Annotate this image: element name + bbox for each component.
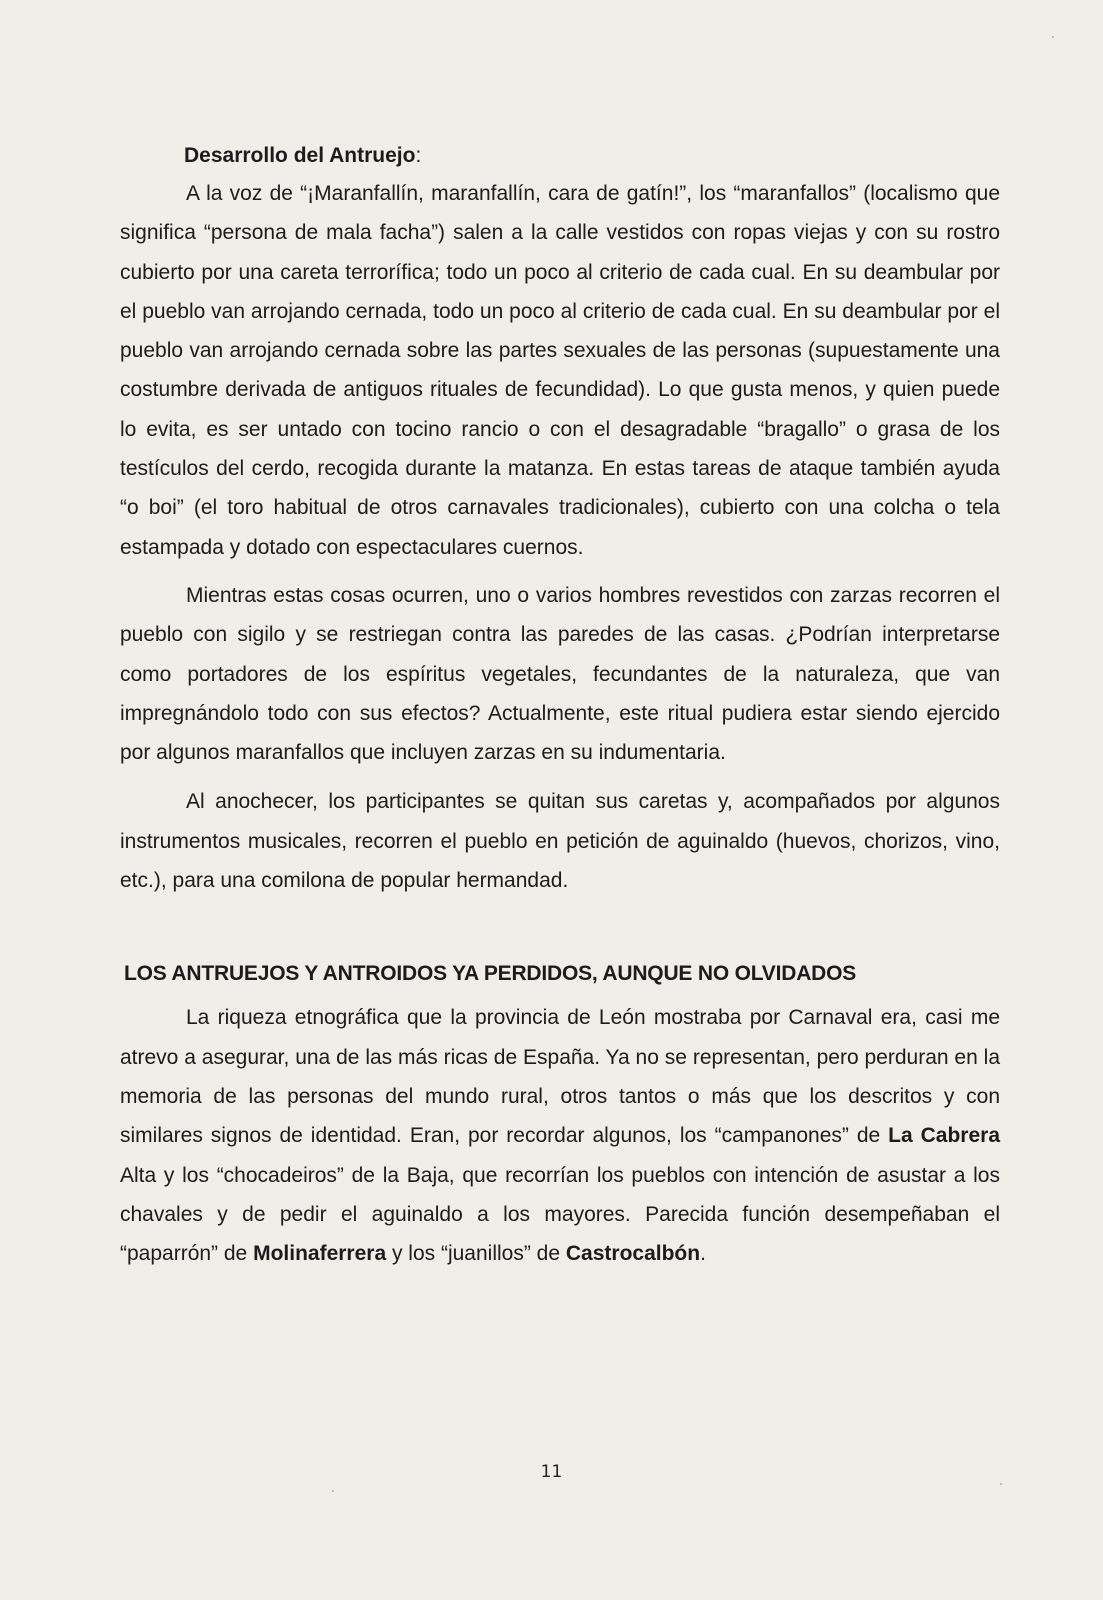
paragraph-text: Alta y los “chocadeiros” de la Baja, que recorrían los pueblos con intención de asustar a los chavales y de pedir el aguinaldo a los mayores. Parecida función desempeñaban el “paparrón” de: [120, 1163, 1000, 1266]
paragraph-text: La riqueza etnográfica que la provincia de León mostraba por Carnaval era, casi me atrevo a asegurar, una de las más ricas de España. Ya no se representan, pero perduran en la memoria de las personas del mundo rural, otros tantos o más que los descritos y con similares signos de identidad. Eran, por recordar algunos, los “campanones” de: [120, 1006, 1000, 1148]
section-heading-antruejos-perdidos: LOS ANTRUEJOS Y ANTROIDOS YA PERDIDOS, AUNQUE NO OLVIDADOS: [124, 962, 857, 986]
paragraph-text: y los “juanillos” de: [386, 1242, 566, 1266]
paragraph-riqueza-etnografica: [120, 998, 1000, 1273]
scan-speck: [1052, 36, 1054, 38]
scan-speck: [332, 1490, 334, 1492]
document-body: [120, 142, 1000, 1273]
paragraph-text: .: [700, 1242, 706, 1266]
place-name-molinaferrera: Molinaferrera: [253, 1242, 387, 1266]
paragraph-anochecer: Al anochecer, los participantes se quitan sus caretas y, acompañados por algunos instrumentos musicales, recorren el pueblo en petición de aguinaldo (huevos, chorizos, vino, etc.), para una comilona de popular hermandad.: [120, 790, 1000, 893]
section-heading-desarrollo: [184, 142, 1000, 170]
page-number: 11: [540, 1462, 563, 1482]
paragraph-maranfallos: A la voz de “¡Maranfallín, maranfallín, cara de gatín!”, los “maranfallos” (localismo que significa “persona de mala facha”) salen a la calle vestidos con ropas viejas y con su rostro cubierto por una careta terrorífica; todo un poco al criterio de cada cual. En su deambular por el pueblo van arrojando cernada, todo un poco al criterio de cada cual. En su deambular por el pueblo van arrojando cernada sobre las partes sexuales de las personas (supuestamente una costumbre derivada de antiguos rituales de fecundidad). Lo que gusta menos, y quien puede lo evita, es ser untado con tocino rancio o con el desagradable “bragallo” o grasa de los testículos del cerdo, recogida durante la matanza. En estas tareas de ataque también ayuda “o boi” (el toro habitual de otros carnavales tradicionales), cubierto con una colcha o tela estampada y dotado con espectaculares cuernos.: [120, 182, 1000, 559]
place-name-la-cabrera: La Cabrera: [888, 1124, 1001, 1148]
place-name-castrocalbon: Castrocalbón: [565, 1242, 701, 1266]
section-heading-colon: :: [415, 144, 422, 167]
paragraph-zarzas: Mientras estas cosas ocurren, uno o varios hombres revestidos con zarzas recorren el pueblo con sigilo y se restriegan contra las paredes de las casas. ¿Podrían interpretarse como portadores de los espíritus vegetales, fecundantes de la naturaleza, que van impregnándolo todo con sus efectos? Actualmente, este ritual pudiera estar siendo ejercido por algunos maranfallos que incluyen zarzas en su indumentaria.: [120, 583, 1000, 765]
section-heading-text: Desarrollo del Antruejo: [184, 144, 416, 167]
scan-speck: [1000, 1483, 1002, 1485]
